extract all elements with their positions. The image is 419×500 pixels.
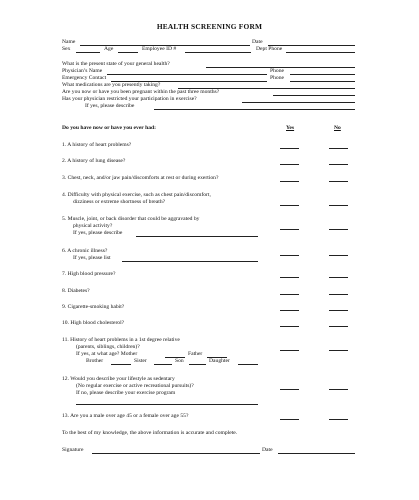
question-2: 2. A history of lung disease? bbox=[62, 158, 126, 164]
question-11-age: If yes, at what age? Mother bbox=[76, 351, 138, 357]
signature-date-field[interactable] bbox=[278, 453, 355, 454]
q6-list-field[interactable] bbox=[122, 261, 258, 262]
q12-program-field[interactable] bbox=[76, 404, 258, 405]
question-5-describe: If yes, please describe bbox=[73, 230, 123, 236]
question-12-line3: If no, please describe your exercise program bbox=[76, 390, 176, 396]
q12-yes[interactable] bbox=[280, 389, 299, 390]
physician-phone-field[interactable] bbox=[290, 74, 355, 75]
q12-no[interactable] bbox=[329, 389, 348, 390]
brother-age-field[interactable] bbox=[111, 364, 131, 365]
q10-no[interactable] bbox=[329, 326, 348, 327]
q13-yes[interactable] bbox=[280, 419, 299, 420]
restricted-describe-label: If yes, please describe bbox=[85, 103, 135, 109]
signature-label: Signature bbox=[62, 447, 84, 453]
name-label: Name bbox=[62, 39, 76, 45]
no-column-header: No bbox=[334, 125, 341, 131]
q5-describe-field[interactable] bbox=[136, 236, 258, 237]
q-restricted: Has your physician restricted your participation in exercise? bbox=[62, 96, 197, 102]
physician-name-label: Physician’s Name bbox=[62, 68, 103, 74]
brother-label: Brother bbox=[86, 358, 104, 364]
question-6: 6. A chronic illness? bbox=[62, 248, 108, 254]
q5-yes[interactable] bbox=[280, 229, 299, 230]
q2-yes[interactable] bbox=[280, 164, 299, 165]
emergency-phone-label: Phone bbox=[270, 75, 284, 81]
question-6-list: If yes, please list bbox=[73, 255, 111, 261]
sister-label: Sister bbox=[134, 358, 147, 364]
signature-date-label: Date bbox=[262, 447, 273, 453]
employee-id-field[interactable] bbox=[185, 52, 251, 53]
question-1: 1. A history of heart problems? bbox=[62, 142, 132, 148]
physician-name-field[interactable] bbox=[107, 74, 267, 75]
age-field[interactable] bbox=[118, 52, 138, 53]
q-general-health: What is the present state of your general health? bbox=[62, 61, 170, 67]
restricted-describe-field[interactable] bbox=[154, 109, 355, 110]
q7-yes[interactable] bbox=[280, 277, 299, 278]
q2-no[interactable] bbox=[329, 164, 348, 165]
sex-field[interactable] bbox=[76, 52, 100, 53]
emergency-contact-label: Emergency Contact bbox=[62, 75, 107, 81]
q11-no[interactable] bbox=[329, 350, 348, 351]
q7-no[interactable] bbox=[329, 277, 348, 278]
question-5-line2: physical activity? bbox=[73, 223, 113, 229]
employee-id-label: Employee ID # bbox=[142, 46, 177, 52]
father-label: Father bbox=[188, 351, 203, 357]
daughter-label: Daughter bbox=[209, 358, 230, 364]
q3-yes[interactable] bbox=[280, 181, 299, 182]
son-age-field[interactable] bbox=[189, 364, 206, 365]
yes-column-header: Yes bbox=[286, 125, 295, 131]
q9-yes[interactable] bbox=[280, 310, 299, 311]
dept-phone-field[interactable] bbox=[286, 52, 355, 53]
q9-no[interactable] bbox=[329, 310, 348, 311]
sister-age-field[interactable] bbox=[154, 364, 172, 365]
age-label: Age bbox=[104, 46, 114, 52]
question-12: 12. Would you describe your lifestyle as sedentary bbox=[62, 376, 175, 382]
q1-yes[interactable] bbox=[280, 148, 299, 149]
question-4-line2: dizziness or extreme shortness of breath? bbox=[73, 199, 166, 205]
q3-no[interactable] bbox=[329, 181, 348, 182]
question-11: 11. History of heart problems in a 1st degree relative bbox=[62, 337, 180, 343]
restricted-field[interactable] bbox=[242, 102, 355, 103]
q5-no[interactable] bbox=[329, 229, 348, 230]
q1-no[interactable] bbox=[329, 148, 348, 149]
q6-no[interactable] bbox=[329, 255, 348, 256]
q8-yes[interactable] bbox=[280, 294, 299, 295]
question-10: 10. High blood cholesterol? bbox=[62, 320, 125, 326]
question-7: 7. High blood pressure? bbox=[62, 271, 116, 277]
certification-statement: To the best of my knowledge, the above information is accurate and complete. bbox=[62, 430, 238, 436]
q13-no[interactable] bbox=[329, 419, 348, 420]
q4-yes[interactable] bbox=[280, 205, 299, 206]
sex-label: Sex bbox=[62, 46, 71, 52]
q11-yes[interactable] bbox=[280, 350, 299, 351]
question-4: 4. Difficulty with physical exercise, such as chest pain/discomfort, bbox=[62, 192, 211, 198]
q10-yes[interactable] bbox=[280, 326, 299, 327]
physician-phone-label: Phone bbox=[270, 68, 284, 74]
question-3: 3. Chest, neck, and/or jaw pain/discomforts at rest or during exertion? bbox=[62, 175, 219, 181]
daughter-age-field[interactable] bbox=[238, 364, 258, 365]
signature-field[interactable] bbox=[92, 453, 260, 454]
q-medications: What medications are you presently taking? bbox=[62, 82, 161, 88]
pregnant-field[interactable] bbox=[273, 95, 355, 96]
q4-no[interactable] bbox=[329, 205, 348, 206]
questions-prompt: Do you have now or have you ever had: bbox=[62, 125, 156, 131]
son-label: Son bbox=[175, 358, 184, 364]
emergency-phone-field[interactable] bbox=[290, 81, 355, 82]
question-9: 9. Cigarette-smoking habit? bbox=[62, 304, 125, 310]
question-8: 8. Diabetes? bbox=[62, 288, 90, 294]
question-5: 5. Muscle, joint, or back disorder that could be aggravated by bbox=[62, 216, 200, 222]
form-title: HEALTH SCREENING FORM bbox=[156, 22, 263, 31]
question-11-line2: (parents, siblings, children)? bbox=[76, 344, 140, 350]
date-label: Date bbox=[252, 39, 263, 45]
dept-phone-label: Dept Phone bbox=[256, 46, 283, 52]
q8-no[interactable] bbox=[329, 294, 348, 295]
question-12-line2: (No regular exercise or active recreational pursuits)? bbox=[76, 383, 194, 389]
question-13: 13. Are you a male over age 45 or a female over age 55? bbox=[62, 413, 189, 419]
q-pregnant: Are you now or have you been pregnant within the past three months? bbox=[62, 89, 220, 95]
q6-yes[interactable] bbox=[280, 255, 299, 256]
